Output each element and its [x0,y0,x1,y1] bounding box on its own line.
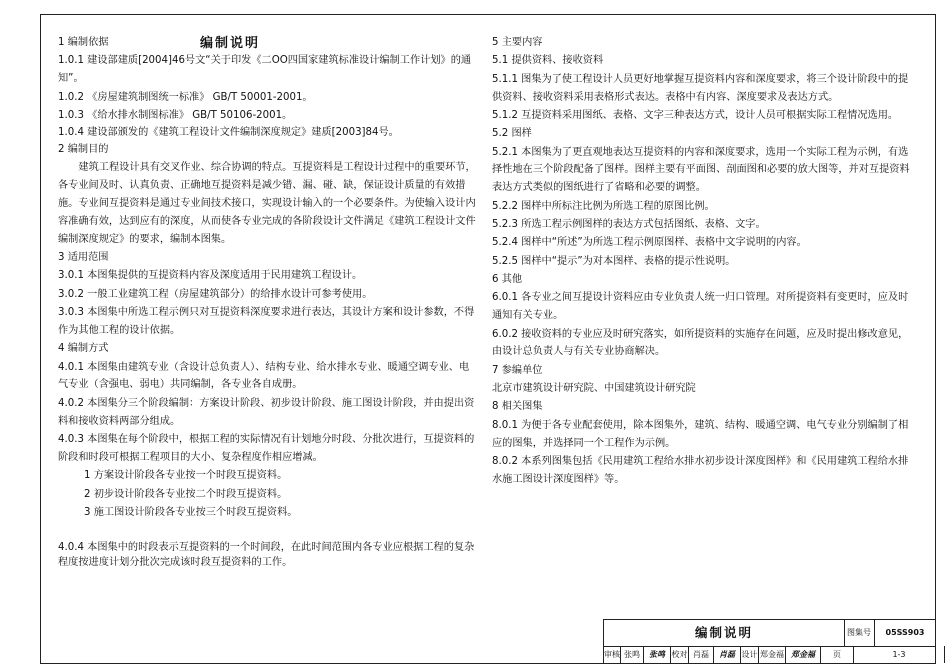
paragraph: 8.0.2 本系列图集包括《民用建筑工程给水排水初步设计深度图样》和《民用建筑工程给水排水施工图设计深度图样》等。 [492,455,909,485]
title-block-cell: 1-3 [854,646,945,663]
paragraph: 3 施工图设计阶段各专业按三个时段互提资料。 [84,506,298,518]
section-heading: 4 编制方式 [58,343,109,355]
paragraph: 5.2.3 所选工程示例图样的表达方式包括图纸、表格、文字。 [492,218,766,230]
document-title: 编制说明 [200,36,261,51]
title-block [603,619,935,663]
paragraph: 4.0.4 本图集中的时段表示互提资料的一个时间段，在此时间范围内各专业应根据工程的复杂程度按进度计划分批次完成该时段互提资料的工作。 [58,541,475,569]
paragraph: 2 初步设计阶段各专业按二个时段互提资料。 [84,488,288,500]
title-block-title: 编制说明 [604,620,845,646]
paragraph: 5.2.1 本图集为了更直观地表达互提资料的内容和深度要求，选用一个实际工程为示例，有选择性地在三个阶段配备了图样。图样主要有平面图、剖面图和必要的放大图等，并对互提资料表达方式类似的图纸进行了省略和必要的调整。 [492,146,910,194]
section-heading: 5 主要内容 [492,37,543,48]
signature: 张鸣 [644,646,671,663]
paragraph: 1.0.2 《房屋建筑制图统一标准》 GB/T 50001-2001。 [58,91,313,103]
title-block-cell: 校对 [671,646,689,663]
paragraph: 建筑工程设计具有交叉作业、综合协调的特点。互提资料是工程设计过程中的重要环节，各专业间及时、认真负责、正确地互提资料是减少错、漏、碰、缺，保证设计质量的有效措施。专业间互提资料是通过专业间技术接口，实现设计输入的一个必要条件。为使输入设计内容准确有效，达到应有的深度，从而使各专业完成的各阶段设计文件满足《建筑工程设计文件编制深度规定》的要求，编制本图集。 [58,162,476,245]
title-block-cell: 审核 [604,646,621,663]
title-block-cell: 郑金福 [759,646,786,663]
section-heading: 5.1 提供资料、接收资料 [492,55,604,67]
section-heading: 1 编制依据 [58,37,109,48]
title-block-cell: 页 [821,646,854,663]
paragraph: 北京市建筑设计研究院、中国建筑设计研究院 [492,383,696,395]
right-column [492,34,917,489]
paragraph: 3.0.2 一般工业建筑工程（房屋建筑部分）的给排水设计可参考使用。 [58,288,373,300]
section-heading: 8 相关图集 [492,401,543,413]
paragraph: 4.0.2 本图集分三个阶段编制：方案设计阶段、初步设计阶段、施工图设计阶段，并由提出资料和接收资料两部分组成。 [58,397,475,427]
title-block-cell: 肖磊 [689,646,714,663]
paragraph: 4.0.3 本图集在每个阶段中，根据工程的实际情况有计划地分时段、分批次进行，互提资料的阶段和时段可根据工程项目的大小、复杂程度作相应增减。 [58,434,475,463]
paragraph: 6.0.2 接收资料的专业应及时研究落实，如所提资料的实施存在问题，应及时提出修改意见，由设计总负责人与有关专业协商解决。 [492,328,909,358]
paragraph: 1.0.4 建设部颁发的《建筑工程设计文件编制深度规定》建质[2003]84号。 [58,127,399,139]
section-heading: 7 参编单位 [492,364,543,376]
paragraph: 5.2.2 图样中所标注比例为所选工程的原图比例。 [492,200,715,212]
section-heading: 2 编制目的 [58,144,109,156]
signature: 肖磊 [714,646,741,663]
title-block-row-top [604,620,935,647]
paragraph: 3.0.1 本图集提供的互提资料内容及深度适用于民用建筑工程设计。 [58,270,363,282]
section-heading: 5.2 图样 [492,128,532,140]
paragraph: 5.2.4 图样中“所述”为所选工程示例原图样、表格中文字说明的内容。 [492,237,807,249]
paragraph: 5.1.2 互提资料采用图纸、表格、文字三种表达方式，设计人员可根据实际工程情况选用。 [492,109,899,121]
title-block-cell: 设计 [741,646,759,663]
left-column [58,34,478,571]
paragraph: 5.2.5 图样中“提示”为对本图样、表格的提示性说明。 [492,255,736,267]
signature: 郑金福 [786,646,821,663]
paragraph: 1 方案设计阶段各专业按一个时段互提资料。 [84,470,288,482]
paragraph: 3.0.3 本图集中所选工程示例只对互提资料深度要求进行表达，其设计方案和设计参数，不得作为其他工程的设计依据。 [58,307,475,336]
paragraph: 5.1.1 图集为了使工程设计人员更好地掌握互提资料内容和深度要求，将三个设计阶段中的提供资料、接收资料采用表格形式表达。表格中有内容、深度要求及表达方式。 [492,73,909,103]
paragraph: 6.0.1 各专业之间互提设计资料应由专业负责人统一归口管理。对所提资料有变更时，应及时通知有关专业。 [492,292,909,322]
paragraph: 8.0.1 为便于各专业配套使用，除本图集外，建筑、结构、暖通空调、电气专业分别编制了相应的图集，并选择同一个工程作为示例。 [492,419,909,449]
paragraph: 4.0.1 本图集由建筑专业（含设计总负责人）、结构专业、给水排水专业、暖通空调专业、电气专业（含强电、弱电）共同编制，各专业各自成册。 [58,361,470,391]
paragraph: 1.0.1 建设部建质[2004]46号文“关于印发《二OO四国家建筑标准设计编制工作计划》的通知”。 [58,55,472,85]
atlas-number: 05SS903 [885,628,925,637]
paragraph: 1.0.3 《给水排水制图标准》 GB/T 50106-2001。 [58,109,293,121]
section-heading: 6 其他 [492,273,523,285]
atlas-number-label: 图集号 [844,620,875,646]
title-block-cell: 张鸣 [621,646,644,663]
title-block-row-bottom [604,646,935,663]
section-heading: 3 适用范围 [58,252,109,264]
